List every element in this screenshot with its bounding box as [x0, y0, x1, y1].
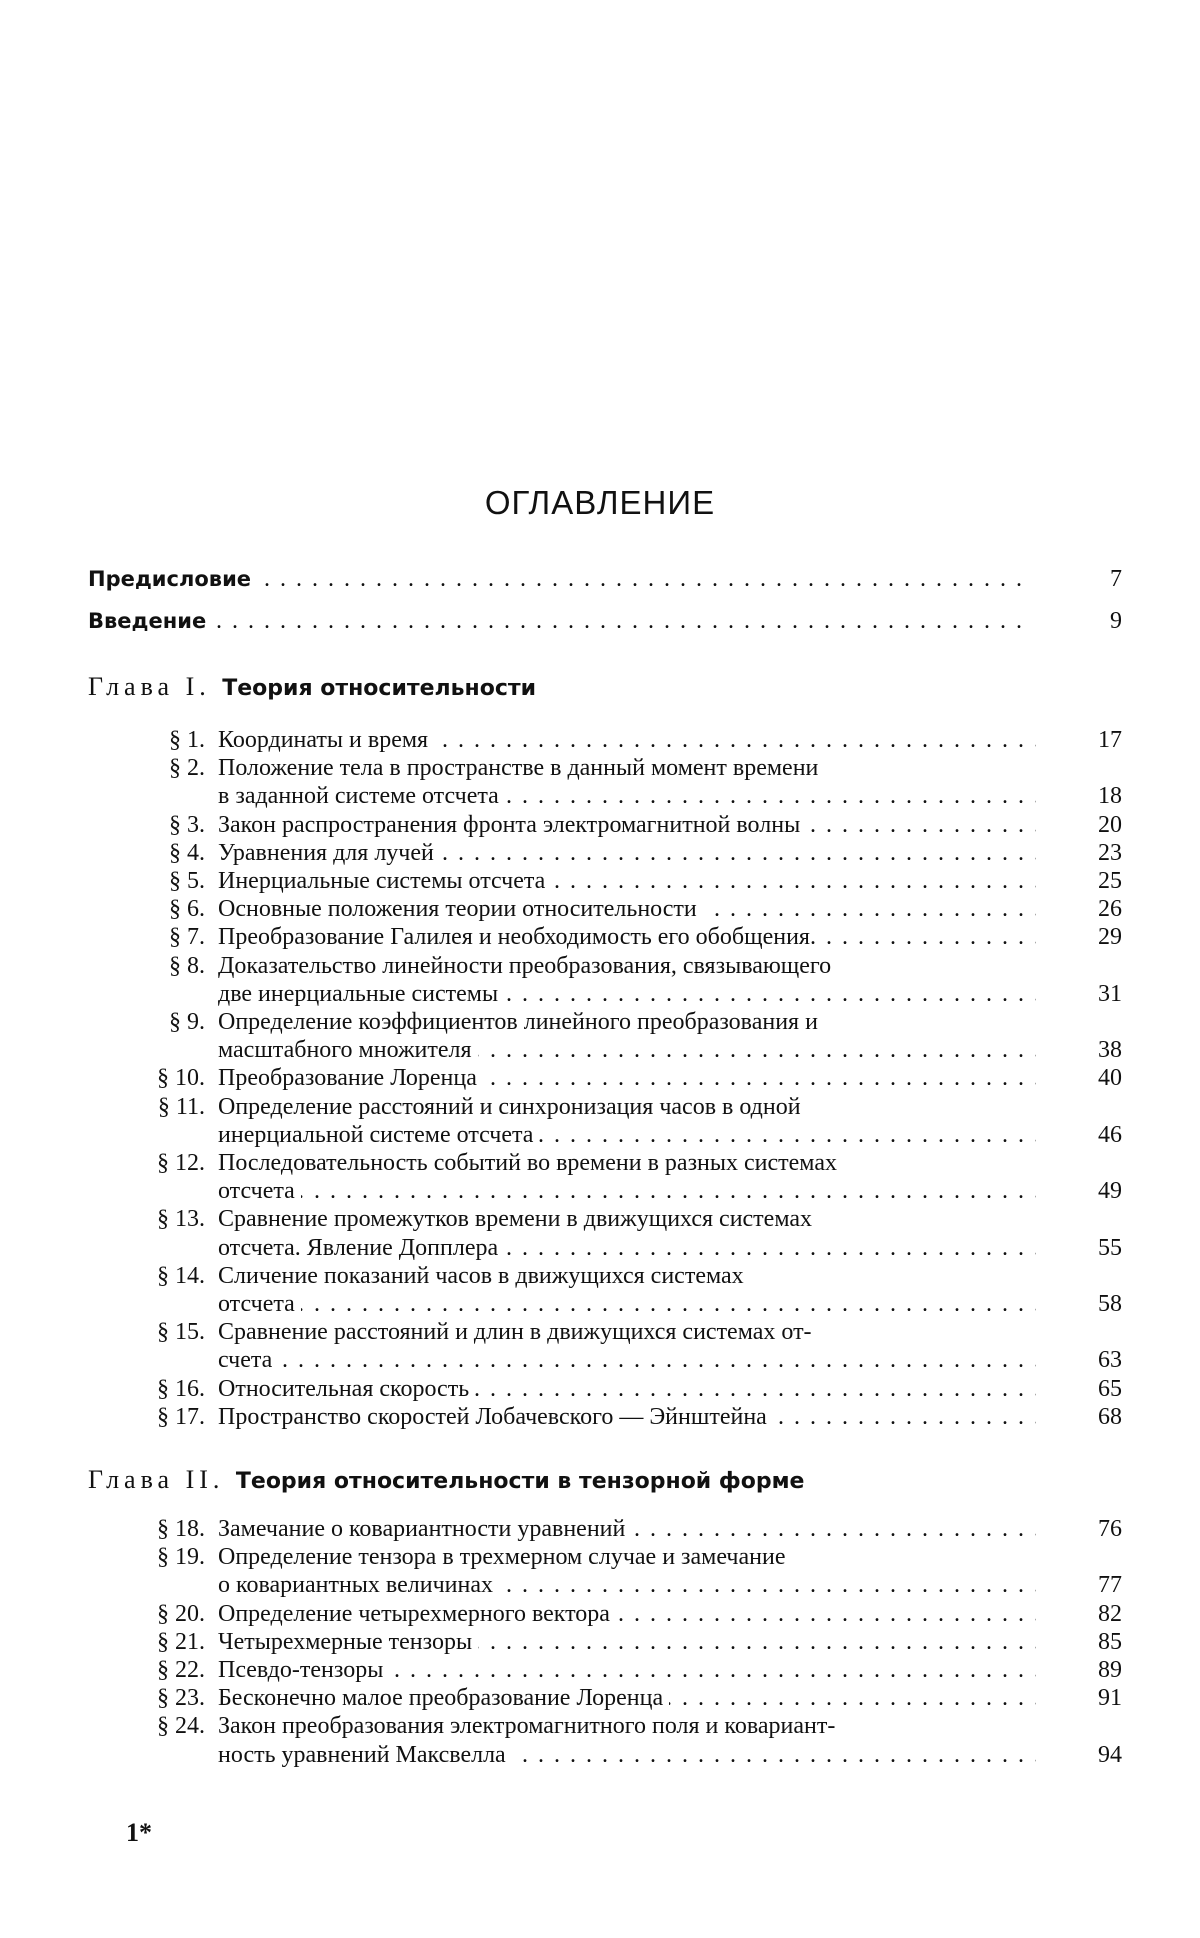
chapter-number: Глава II.: [88, 1465, 236, 1494]
section-title-text: Преобразование Галилея и необходимость его обобщения.: [218, 924, 822, 950]
entry-title-line: [88, 565, 1028, 593]
page-number: 40: [1080, 1064, 1122, 1092]
page-number: 68: [1080, 1403, 1122, 1431]
section-title: Положение тела в пространстве в данный момент времени: [218, 755, 818, 781]
section-entry: [0, 839, 1200, 867]
section-entry-continuation: [0, 1121, 1200, 1149]
page-number: 77: [1080, 1571, 1122, 1599]
section-title: Сравнение расстояний и длин в движущихся системах от-: [218, 1319, 812, 1345]
section-number: § 11.: [158, 1093, 205, 1121]
section-entry: [0, 726, 1200, 754]
section-title-text: масштабного множителя: [218, 1037, 478, 1063]
section-entry: [0, 1375, 1200, 1403]
section-title: [218, 1121, 1036, 1149]
section-title: [218, 1684, 1036, 1712]
section-title-text: отсчета: [218, 1178, 301, 1204]
section-title-line: [218, 839, 1036, 867]
section-entry: [0, 1628, 1200, 1656]
toc-entry-front: [88, 565, 1122, 593]
section-title-text: Координаты и время: [218, 727, 434, 753]
section-entry-continuation: [0, 1177, 1200, 1205]
section-title: Доказательство линейности преобразования, связывающего: [218, 953, 831, 979]
section-title-text: ность уравнений Максвелла: [218, 1742, 512, 1768]
section-title-line: [218, 1093, 1036, 1121]
page-number: 7: [1080, 565, 1122, 593]
section-title: [218, 839, 1036, 867]
section-number: § 21.: [157, 1628, 205, 1656]
section-number: § 4.: [169, 839, 205, 867]
section-number: § 6.: [169, 895, 205, 923]
section-entry-continuation: [0, 1741, 1200, 1769]
page-number: 20: [1080, 811, 1122, 839]
section-number: § 14.: [157, 1262, 205, 1290]
page-number: 89: [1080, 1656, 1122, 1684]
section-entry: [0, 1515, 1200, 1543]
section-entry: [0, 754, 1200, 782]
section-title-line: [218, 1234, 1036, 1262]
section-title-line: [218, 811, 1036, 839]
section-entry: [0, 1149, 1200, 1177]
section-title: [218, 1177, 1036, 1205]
page-number: 63: [1080, 1346, 1122, 1374]
section-title: [218, 1036, 1036, 1064]
section-number: § 13.: [157, 1205, 205, 1233]
page-number: 31: [1080, 980, 1122, 1008]
section-entry: [0, 1262, 1200, 1290]
chapter-title: Теория относительности: [222, 676, 536, 701]
section-title: [218, 867, 1036, 895]
section-entry: [0, 1403, 1200, 1431]
section-number: § 16.: [157, 1375, 205, 1403]
section-title-text: Основные положения теории относительности: [218, 896, 703, 922]
page-number: 65: [1080, 1375, 1122, 1403]
section-entry-continuation: [0, 782, 1200, 810]
section-title-line: [218, 1515, 1036, 1543]
section-title-line: [218, 1008, 1036, 1036]
section-title-line: [218, 980, 1036, 1008]
section-title-text: Бесконечно малое преобразование Лоренца: [218, 1685, 669, 1711]
page-title: ОГЛАВЛЕНИЕ: [0, 484, 1200, 522]
section-number: § 3.: [169, 811, 205, 839]
section-title-line: [218, 754, 1036, 782]
section-title-line: [218, 782, 1036, 810]
section-title: Сравнение промежутков времени в движущихся системах: [218, 1206, 812, 1232]
page-number: 25: [1080, 867, 1122, 895]
section-title-text: Замечание о ковариантности уравнений: [218, 1516, 631, 1542]
section-title: [218, 1346, 1036, 1374]
section-title-text: отсчета: [218, 1291, 301, 1317]
section-number: § 2.: [169, 754, 205, 782]
section-title-line: [218, 1036, 1036, 1064]
section-title-text: в заданной системе отсчета: [218, 783, 505, 809]
section-title-line: [218, 1403, 1036, 1431]
section-entry: [0, 1205, 1200, 1233]
section-title-text: счета: [218, 1347, 278, 1373]
section-title: [218, 811, 1036, 839]
section-title: Определение расстояний и синхронизация часов в одной: [218, 1094, 801, 1120]
section-entry: [0, 1064, 1200, 1092]
section-title: Сличение показаний часов в движущихся системах: [218, 1263, 744, 1289]
section-title-line: [218, 1121, 1036, 1149]
section-entry-continuation: [0, 980, 1200, 1008]
section-title-line: [218, 1571, 1036, 1599]
section-entry: [0, 1543, 1200, 1571]
section-entry-continuation: [0, 1346, 1200, 1374]
section-entry: [0, 1318, 1200, 1346]
section-entry: [0, 1712, 1200, 1740]
section-title-line: [218, 867, 1036, 895]
section-title: [218, 923, 1036, 951]
section-title: Определение коэффициентов линейного преобразования и: [218, 1009, 818, 1035]
page-number: 85: [1080, 1628, 1122, 1656]
chapter-heading: [88, 672, 536, 702]
page-number: 82: [1080, 1600, 1122, 1628]
section-entry: [0, 1600, 1200, 1628]
section-entry: [0, 895, 1200, 923]
section-entry-continuation: [0, 1036, 1200, 1064]
signature-mark: 1*: [126, 1818, 152, 1848]
section-title-line: [218, 952, 1036, 980]
section-title-line: [218, 1318, 1036, 1346]
section-title-line: [218, 1149, 1036, 1177]
section-title-text: Преобразование Лоренца: [218, 1065, 483, 1091]
chapter-number: Глава I.: [88, 672, 222, 701]
section-title: [218, 1290, 1036, 1318]
section-number: § 10.: [157, 1064, 205, 1092]
section-number: § 22.: [157, 1656, 205, 1684]
entry-title: [88, 565, 1028, 593]
section-title-text: Инерциальные системы отсчета: [218, 868, 551, 894]
page-number: 17: [1080, 726, 1122, 754]
page-number: 23: [1080, 839, 1122, 867]
section-title: [218, 980, 1036, 1008]
section-title-line: [218, 1600, 1036, 1628]
entry-title: [88, 607, 1028, 635]
section-title-text: две инерциальные системы: [218, 981, 504, 1007]
page-number: 94: [1080, 1741, 1122, 1769]
section-title: [218, 782, 1036, 810]
section-title-text: о ковариантных величинах: [218, 1572, 499, 1598]
section-title-text: Пространство скоростей Лобачевского — Эйнштейна: [218, 1404, 773, 1430]
entry-title-text: Введение: [88, 609, 212, 633]
section-title: Последовательность событий во времени в разных системах: [218, 1150, 837, 1176]
page-number: 55: [1080, 1234, 1122, 1262]
section-entry: [0, 923, 1200, 951]
toc-entry-front: [88, 607, 1122, 635]
section-title: [218, 1403, 1036, 1431]
section-title-line: [218, 1290, 1036, 1318]
section-title-line: [218, 726, 1036, 754]
section-entry-continuation: [0, 1290, 1200, 1318]
section-number: § 9.: [169, 1008, 205, 1036]
section-number: § 7.: [169, 923, 205, 951]
page-number: 46: [1080, 1121, 1122, 1149]
section-title-line: [218, 1205, 1036, 1233]
section-entry-continuation: [0, 1571, 1200, 1599]
section-entry: [0, 1008, 1200, 1036]
section-title-text: инерциальной системе отсчета: [218, 1122, 539, 1148]
section-title: [218, 895, 1036, 923]
section-title-line: [218, 1684, 1036, 1712]
section-title: [218, 1064, 1036, 1092]
page-number: 9: [1080, 607, 1122, 635]
section-title-line: [218, 923, 1036, 951]
entry-title-line: [88, 607, 1028, 635]
section-title: [218, 1375, 1036, 1403]
section-entry: [0, 1684, 1200, 1712]
section-title-text: Псевдо-тензоры: [218, 1657, 389, 1683]
toc-page: [0, 0, 1200, 1938]
section-number: § 12.: [157, 1149, 205, 1177]
section-number: § 1.: [169, 726, 205, 754]
section-number: § 18.: [157, 1515, 205, 1543]
chapter-heading: [88, 1465, 804, 1495]
section-title: [218, 1741, 1036, 1769]
section-title-line: [218, 1543, 1036, 1571]
section-number: § 19.: [157, 1543, 205, 1571]
section-title-line: [218, 895, 1036, 923]
page-number: 49: [1080, 1177, 1122, 1205]
section-number: § 24.: [157, 1712, 205, 1740]
section-title-line: [218, 1741, 1036, 1769]
section-title-text: отсчета. Явление Допплера: [218, 1235, 504, 1261]
section-entry: [0, 867, 1200, 895]
section-title-text: Уравнения для лучей: [218, 840, 440, 866]
section-number: § 15.: [157, 1318, 205, 1346]
section-title: [218, 1656, 1036, 1684]
section-title-line: [218, 1712, 1036, 1740]
section-title: [218, 1234, 1036, 1262]
entry-title-text: Предисловие: [88, 567, 257, 591]
page-number: 18: [1080, 782, 1122, 810]
section-number: § 23.: [157, 1684, 205, 1712]
section-title-line: [218, 1656, 1036, 1684]
page-number: 58: [1080, 1290, 1122, 1318]
section-title-line: [218, 1375, 1036, 1403]
section-title: [218, 1571, 1036, 1599]
section-number: § 5.: [169, 867, 205, 895]
section-entry-continuation: [0, 1234, 1200, 1262]
chapter-title: Теория относительности в тензорной форме: [236, 1469, 805, 1494]
section-title-line: [218, 1177, 1036, 1205]
section-number: § 20.: [157, 1600, 205, 1628]
section-title-line: [218, 1346, 1036, 1374]
section-title: [218, 1515, 1036, 1543]
section-title-line: [218, 1064, 1036, 1092]
section-title: [218, 726, 1036, 754]
section-title-text: Определение четырехмерного вектора: [218, 1601, 616, 1627]
page-number: 26: [1080, 895, 1122, 923]
page-number: 38: [1080, 1036, 1122, 1064]
section-title-line: [218, 1262, 1036, 1290]
page-number: 76: [1080, 1515, 1122, 1543]
section-number: § 8.: [169, 952, 205, 980]
section-title: [218, 1600, 1036, 1628]
section-entry: [0, 811, 1200, 839]
section-title: [218, 1628, 1036, 1656]
section-title-text: Четырехмерные тензоры: [218, 1629, 478, 1655]
section-entry: [0, 952, 1200, 980]
section-entry: [0, 1093, 1200, 1121]
section-entry: [0, 1656, 1200, 1684]
section-title-text: Относительная скорость: [218, 1376, 475, 1402]
page-number: 91: [1080, 1684, 1122, 1712]
section-title: Определение тензора в трехмерном случае и замечание: [218, 1544, 785, 1570]
section-title-text: Закон распространения фронта электромагнитной волны: [218, 812, 806, 838]
section-number: § 17.: [157, 1403, 205, 1431]
section-title-line: [218, 1628, 1036, 1656]
section-title: Закон преобразования электромагнитного поля и ковариант-: [218, 1713, 835, 1739]
page-number: 29: [1080, 923, 1122, 951]
